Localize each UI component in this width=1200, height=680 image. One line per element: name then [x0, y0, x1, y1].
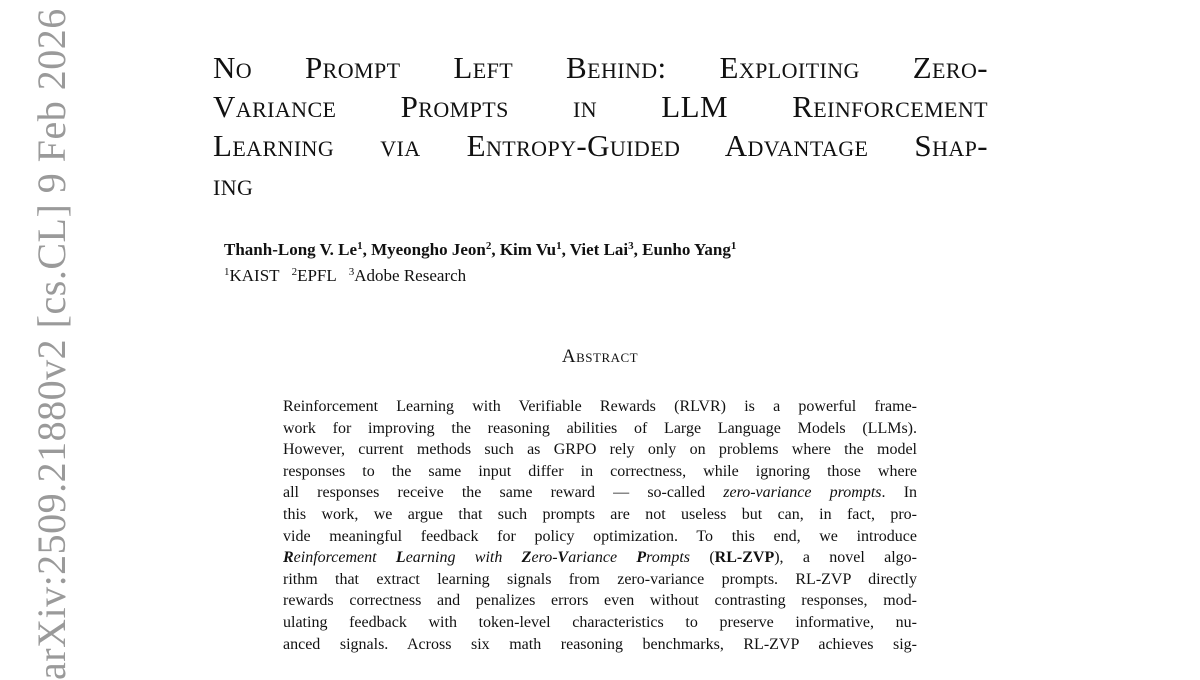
abstract-line: Reinforcement Learning with Verifiable Rewards (RLVR) is a powerful frame-: [283, 398, 917, 415]
author: [371, 240, 491, 259]
author-affiliation-mark: 1: [730, 240, 737, 252]
abstract-text-run: L: [395, 549, 406, 567]
abstract-line: vide meaningful feedback for policy optimization. To this end, we introduce: [283, 527, 917, 545]
affiliation-number: 2: [291, 266, 298, 278]
affiliation: [224, 266, 280, 285]
author: [224, 240, 363, 259]
abstract-text-run: all responses receive the same reward — so-called: [283, 484, 724, 502]
author-name: Kim Vu: [499, 240, 557, 259]
abstract-text-run: einforcement: [293, 549, 396, 567]
affiliation-list: [224, 266, 478, 286]
abstract-text-run: RL-ZVP: [714, 549, 775, 567]
abstract-text-run: earning with: [405, 549, 522, 567]
abstract-text-run: zero-variance prompts: [723, 484, 882, 502]
abstract-line: work for improving the reasoning abilities of Large Language Models (LLMs).: [283, 419, 917, 437]
abstract-text-run: ero-: [531, 549, 558, 567]
title-line: No Prompt Left Behind: Exploiting Zero-: [213, 50, 988, 85]
affiliation: [292, 266, 337, 285]
abstract-text-run: Z: [521, 549, 532, 567]
abstract-heading: Abstract: [561, 346, 639, 367]
abstract-text-run: rompts: [646, 549, 691, 567]
abstract-text-run: P: [636, 549, 647, 567]
abstract-text-run: V: [557, 549, 569, 567]
author-name: Thanh-Long V. Le: [224, 240, 358, 259]
abstract-line: [283, 482, 917, 504]
title-line: Variance Prompts in LLM Reinforcement: [213, 89, 988, 124]
abstract-line: However, current methods such as GRPO rely only on problems where the model: [283, 441, 917, 459]
author-affiliation-mark: 2: [485, 240, 492, 252]
abstract-line: this work, we argue that such prompts are not useless but can, in fact, pro-: [283, 505, 917, 523]
arxiv-identifier: arXiv:2509.21880v2 [cs.CL] 9 Feb 2026: [29, 8, 74, 680]
author: [642, 240, 736, 259]
abstract-line: responses to the same input differ in correctness, while ignoring those where: [283, 462, 917, 480]
abstract-line: rithm that extract learning signals from zero-variance prompts. RL-ZVP directly: [283, 570, 917, 588]
title-line: ing: [213, 167, 254, 202]
author-name: Myeongho Jeon: [371, 240, 486, 259]
affiliation-name: Adobe Research: [354, 266, 467, 285]
author-list: Thanh-Long V. Le$^1$, Myeongho Jeon$^2$, Kim Vu$^1$, Viet Lai$^3$, Eunho Yang$^1$: [224, 240, 737, 259]
paper-title: [213, 48, 988, 204]
author-name: Viet Lai: [569, 240, 629, 259]
abstract-line: anced signals. Across six math reasoning benchmarks, RL-ZVP achieves sig-: [283, 635, 917, 653]
affiliation: [349, 266, 466, 285]
abstract-line: ulating feedback with token-level characteristics to preserve informative, nu-: [283, 613, 917, 631]
abstract-line: rewards correctness and penalizes errors even without contrasting responses, mod-: [283, 592, 917, 610]
abstract-text-run: (: [690, 549, 715, 567]
abstract-line: [283, 547, 917, 569]
affiliation-number: 1: [224, 266, 230, 278]
author-name: Eunho Yang: [642, 240, 731, 259]
abstract-body: [283, 396, 917, 655]
abstract-text-run: R: [283, 549, 294, 567]
abstract-text-run: ariance: [568, 549, 637, 567]
author: [500, 240, 562, 259]
author-affiliation-mark: 3: [628, 240, 634, 252]
affiliation-name: KAIST: [229, 266, 280, 285]
affiliation-name: EPFL: [297, 266, 337, 285]
affiliation-number: 3: [348, 266, 355, 278]
abstract-text-run: . In: [881, 484, 918, 502]
title-line: Learning via Entropy-Guided Advantage Shap-: [213, 128, 988, 163]
author-affiliation-mark: 1: [357, 240, 363, 252]
abstract-text-run: ), a novel algo-: [774, 549, 918, 567]
author: [570, 240, 634, 259]
author-affiliation-mark: 1: [556, 240, 562, 252]
